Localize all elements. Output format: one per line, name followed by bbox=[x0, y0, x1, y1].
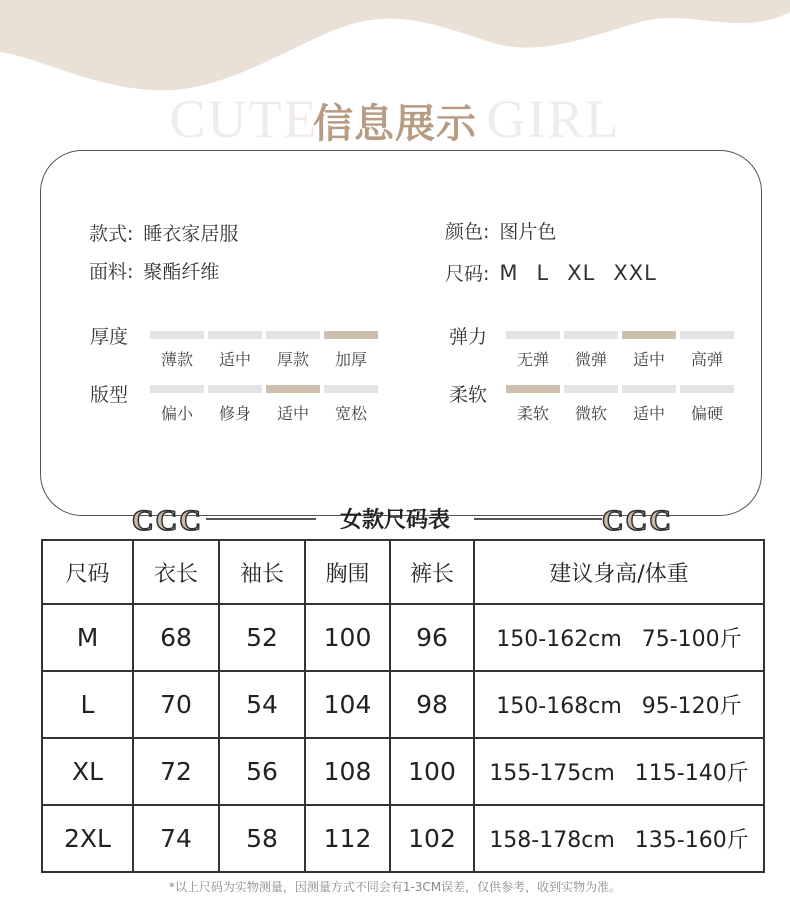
cell-sleeve: 58 bbox=[219, 805, 305, 872]
measurement-note: *以上尺码为实物测量，因测量方式不同会有1-3CM误差，仅供参考，收到实物为准。 bbox=[168, 880, 622, 894]
fabric-row bbox=[89, 257, 219, 284]
attribute-scale bbox=[150, 331, 382, 381]
scale-segment bbox=[564, 331, 618, 339]
scale-option: 宽松 bbox=[334, 404, 367, 423]
table-row bbox=[42, 604, 764, 671]
cell-height-weight bbox=[474, 738, 764, 805]
weight-range: 75-100斤 bbox=[641, 627, 742, 652]
scale-option: 偏小 bbox=[160, 404, 193, 423]
title-rule-right bbox=[474, 518, 602, 520]
scale-option: 适中 bbox=[276, 404, 309, 423]
section-title: 信息展示 bbox=[313, 101, 477, 147]
scale-segment bbox=[266, 331, 320, 339]
scale-option: 加厚 bbox=[334, 350, 367, 369]
scale-segment bbox=[208, 331, 262, 339]
cell-bust: 100 bbox=[305, 604, 390, 671]
cell-length: 72 bbox=[133, 738, 219, 805]
size-row bbox=[445, 259, 657, 286]
size-option: L bbox=[536, 261, 550, 285]
color-value: 图片色 bbox=[499, 221, 557, 243]
scale-segment-active bbox=[266, 385, 320, 393]
attribute-scale bbox=[150, 385, 382, 435]
wave-shape bbox=[0, 0, 790, 90]
size-option: XXL bbox=[613, 261, 657, 285]
size-chart-table bbox=[41, 539, 765, 873]
header-length: 衣长 bbox=[133, 540, 219, 604]
cell-sleeve: 54 bbox=[219, 671, 305, 738]
watermark-left: CUTE bbox=[169, 89, 319, 149]
cell-height-weight bbox=[474, 604, 764, 671]
table-row bbox=[42, 738, 764, 805]
cell-pants: 102 bbox=[390, 805, 474, 872]
scale-segment-active bbox=[506, 385, 560, 393]
cell-bust: 112 bbox=[305, 805, 390, 872]
scale-option: 微软 bbox=[574, 404, 607, 423]
size-label: 尺码: bbox=[445, 263, 490, 285]
cell-height-weight bbox=[474, 805, 764, 872]
cell-size: 2XL bbox=[42, 805, 133, 872]
fabric-value: 聚酯纤维 bbox=[143, 261, 220, 283]
cell-length: 74 bbox=[133, 805, 219, 872]
cell-sleeve: 56 bbox=[219, 738, 305, 805]
scale-segment bbox=[680, 331, 734, 339]
cell-size: L bbox=[42, 671, 133, 738]
scale-option: 适中 bbox=[632, 350, 665, 369]
header-size: 尺码 bbox=[42, 540, 133, 604]
scale-segment-active bbox=[324, 331, 378, 339]
scale-option: 适中 bbox=[632, 404, 665, 423]
scale-segment bbox=[680, 385, 734, 393]
cell-bust: 104 bbox=[305, 671, 390, 738]
cell-pants: 100 bbox=[390, 738, 474, 805]
header-height-weight: 建议身高/体重 bbox=[474, 540, 764, 604]
cell-sleeve: 52 bbox=[219, 604, 305, 671]
scale-option: 微弹 bbox=[574, 350, 607, 369]
scale-option: 适中 bbox=[218, 350, 251, 369]
cell-length: 68 bbox=[133, 604, 219, 671]
weight-range: 135-160斤 bbox=[634, 828, 749, 853]
scale-label: 版型 bbox=[90, 384, 129, 406]
style-label: 款式: bbox=[89, 223, 134, 245]
weight-range: 95-120斤 bbox=[641, 694, 742, 719]
scale-label: 厚度 bbox=[90, 326, 129, 348]
scale-segment bbox=[150, 385, 204, 393]
color-label: 颜色: bbox=[445, 221, 490, 243]
scale-segment-active bbox=[622, 331, 676, 339]
top-wave-decoration bbox=[0, 0, 790, 95]
cell-pants: 96 bbox=[390, 604, 474, 671]
cell-size: M bbox=[42, 604, 133, 671]
header-pants: 裤长 bbox=[390, 540, 474, 604]
scale-option: 高弹 bbox=[690, 350, 723, 369]
attribute-scale bbox=[506, 331, 738, 381]
cell-bust: 108 bbox=[305, 738, 390, 805]
scale-segment bbox=[564, 385, 618, 393]
ornament-right: CCC bbox=[602, 504, 673, 537]
scale-option: 厚款 bbox=[276, 350, 309, 369]
scale-segment bbox=[208, 385, 262, 393]
attribute-scale bbox=[506, 385, 738, 435]
cell-height-weight bbox=[474, 671, 764, 738]
watermark-right: GIRL bbox=[486, 89, 621, 149]
scale-option: 偏硬 bbox=[690, 404, 723, 423]
scale-label: 弹力 bbox=[449, 326, 488, 348]
height-range: 150-162cm bbox=[496, 627, 622, 652]
height-range: 150-168cm bbox=[496, 694, 622, 719]
style-value: 睡衣家居服 bbox=[143, 223, 239, 245]
scale-option: 无弹 bbox=[516, 350, 549, 369]
size-option: M bbox=[499, 261, 519, 285]
scale-segment bbox=[622, 385, 676, 393]
table-row bbox=[42, 805, 764, 872]
weight-range: 115-140斤 bbox=[634, 761, 749, 786]
cell-size: XL bbox=[42, 738, 133, 805]
scale-option: 薄款 bbox=[160, 350, 193, 369]
size-option: XL bbox=[567, 261, 596, 285]
scale-segment bbox=[506, 331, 560, 339]
cell-length: 70 bbox=[133, 671, 219, 738]
scale-option: 柔软 bbox=[516, 404, 549, 423]
style-row bbox=[89, 219, 238, 246]
size-options bbox=[499, 261, 656, 285]
cell-pants: 98 bbox=[390, 671, 474, 738]
scale-label: 柔软 bbox=[449, 384, 488, 406]
header-sleeve: 袖长 bbox=[219, 540, 305, 604]
ornament-left: CCC bbox=[132, 504, 203, 537]
info-section-header bbox=[0, 88, 790, 150]
table-header-row bbox=[42, 540, 764, 604]
header-bust: 胸围 bbox=[305, 540, 390, 604]
height-range: 155-175cm bbox=[489, 761, 615, 786]
height-range: 158-178cm bbox=[489, 828, 615, 853]
table-row bbox=[42, 671, 764, 738]
color-row bbox=[445, 217, 556, 244]
scale-option: 修身 bbox=[218, 404, 251, 423]
scale-segment bbox=[324, 385, 378, 393]
size-table-title: 女款尺码表 bbox=[339, 508, 450, 533]
fabric-label: 面料: bbox=[89, 261, 134, 283]
scale-segment bbox=[150, 331, 204, 339]
